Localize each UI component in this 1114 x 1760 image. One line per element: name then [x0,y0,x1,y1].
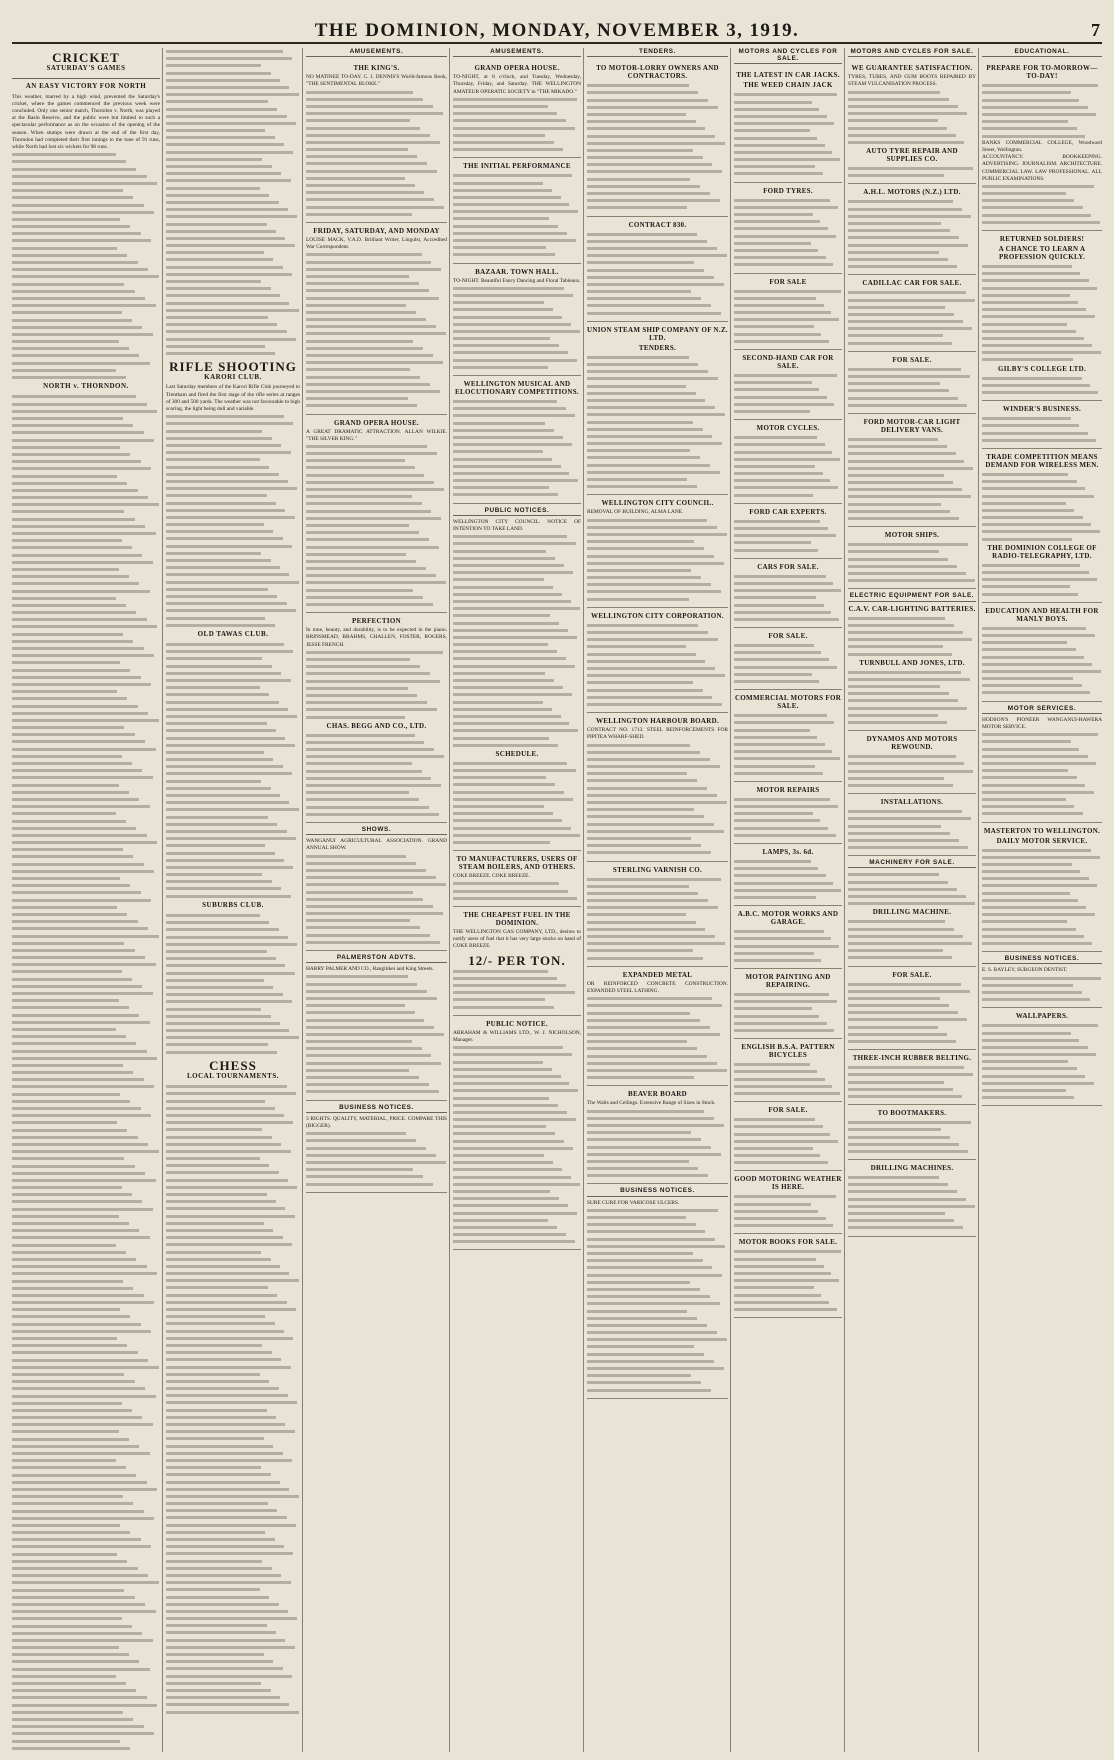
ad-text [982,731,1102,817]
section-header-amusements: AMUSEMENTS. [306,48,447,57]
ad-title: WELLINGTON CITY CORPORATION. [591,611,724,620]
ad-advertiser: THE DOMINION COLLEGE OF RADIO-TELEGRAPHY, LTD. [987,543,1097,560]
ad-text [734,372,842,415]
ad-title: GOOD MOTORING WEATHER IS HERE. [734,1175,842,1192]
ad-title: TO BOOTMAKERS. [877,1109,947,1118]
newspaper-title: THE DOMINION, MONDAY, NOVEMBER 3, 1919. [314,20,800,41]
ad-body: HARRY PALMER AND CO., Rangitikei and King Streets. [306,966,434,973]
ad-text [848,669,976,727]
ad-text [587,82,728,211]
ad-abc-motor-works [734,906,842,969]
ad-motor-lorry [587,60,728,216]
ad-ford-tyres [734,183,842,274]
ad-winders [982,401,1102,449]
ad-title: COMMERCIAL MOTORS FOR SALE. [734,694,842,711]
section-header-business-notices: BUSINESS NOTICES. [587,1187,728,1196]
section-header-electric: ELECTRIC EQUIPMENT FOR SALE. [848,592,976,601]
ad-vulcanising [848,60,976,184]
section-header-educational: EDUCATIONAL. [982,48,1102,57]
ad-text [453,172,581,258]
ad-text [587,517,728,603]
ad-gas-company [453,907,581,1016]
ad-text [453,398,581,499]
ad-text [453,285,581,371]
ad-ford-car-experts [734,504,842,559]
ad-text [734,288,842,346]
ad-text [848,871,976,907]
ad-body: In tone, beauty, and durability, is to be expected in the piano. BRINSMEAD, BRAHMS, CHALLEN, FOSTER, ROGERS, JESSE FRENCH. [306,627,447,648]
ad-text [982,183,1102,226]
ad-text [734,1061,842,1097]
club-headline-karori: KARORI CLUB. [204,373,262,382]
ad-wireless-men [982,449,1102,603]
ad-bootmakers [848,1105,976,1160]
ad-text [848,981,976,1046]
masthead [12,20,1102,44]
ad-bsa-bicycles [734,1039,842,1102]
ad-text [982,625,1102,697]
column-motors-1 [730,48,842,1752]
ad-title: BAZAAR. TOWN HALL. [475,267,559,276]
column-amusements-2 [449,48,581,1752]
ad-text [982,471,1102,543]
ad-pianos [306,613,447,823]
ad-for-sale [848,352,976,414]
ad-rubber-belting [848,1050,976,1105]
ad-title: PREPARE FOR TO-MORROW—TO-DAY! [986,64,1098,81]
column-educational [978,48,1102,1752]
ad-title: WELLINGTON MUSICAL AND ELOCUTIONARY COMPETITIONS. [455,380,579,397]
ad-text [848,366,976,409]
ad-text [734,1116,842,1166]
old-tawas-scores [166,641,300,900]
ad-sterling-varnish [587,862,728,967]
ad-title: SECOND-HAND CAR FOR SALE. [742,354,834,371]
ad-body: OR REINFORCED CONCRETE CONSTRUCTION. EXPANDED STEEL LATHING. [587,980,728,994]
ad-text [734,1248,842,1313]
ad-title: BEAVER BOARD [628,1090,687,1099]
ad-text [306,89,447,218]
ad-title: THREE-INCH RUBBER BELTING. [852,1054,972,1063]
ad-title: TO MOTOR-LORRY OWNERS AND CONTRACTORS. [596,64,719,81]
ad-body: REMOVAL OF BUILDING, ALMA LANE. [587,509,684,516]
ad-text [848,165,976,179]
ad-ford-delivery-vans [848,414,976,527]
column-amusements-1 [302,48,447,1752]
ad-text [734,928,842,964]
ad-text [587,622,728,708]
ad-text [734,573,842,623]
ad-lamps [734,844,842,906]
ad-for-sale-3 [734,1102,842,1171]
ad-motor-ships [848,527,976,589]
ad-text [587,1108,728,1180]
ad-body: SURE CURE FOR VARICOSE ULCERS. [587,1199,680,1206]
section-header-public-notices: PUBLIC NOTICES. [453,507,581,516]
ad-kings-theatre [306,60,447,223]
ad-body: ABRAHAM & WILLIAMS LTD., W. J. NICHOLSON, Manager. [453,1029,581,1044]
section-header-motor-services: MOTOR SERVICES. [982,705,1102,714]
ad-text [848,89,976,147]
ad-title: MASTERTON TO WELLINGTON. [983,826,1101,835]
ad-title: CONTRACT 830. [628,220,687,229]
ad-text [982,847,1102,948]
ad-bazaar [453,264,581,376]
ad-title: GRAND OPERA HOUSE. [334,418,419,427]
ad-text [982,1022,1102,1101]
ad-title: CARS FOR SALE. [757,562,819,571]
ad-title: PUBLIC NOTICE. [486,1019,548,1028]
ad-title: WELLINGTON CITY COUNCIL. [601,499,714,508]
ad-text [848,753,976,789]
section-header-amusements: AMUSEMENTS. [453,48,581,57]
ad-motor-books [734,1234,842,1318]
ad-competitions [453,376,581,504]
ad-text [587,231,728,317]
ad-text [587,876,728,962]
ad-text [734,91,842,177]
ad-text [587,742,728,857]
ad-title: CADILLAC CAR FOR SALE. [862,279,962,288]
ad-motor-cycles [734,420,842,504]
scorecard-block [12,393,160,1751]
ad-title: FORD CAR EXPERTS. [749,507,827,516]
ad-manly-boys [982,603,1102,702]
ad-text [306,1130,447,1188]
ad-title: A.H.L. MOTORS (N.Z.) LTD. [863,188,961,197]
ad-title: WALLPAPERS. [1015,1012,1069,1021]
ad-text [982,975,1102,1004]
ad-text [848,436,976,522]
section-header-motors: MOTORS AND CYCLES FOR SALE. [848,48,976,57]
ad-body: E. S. BAYLEY, SURGEON DENTIST. [982,967,1068,974]
ad-text [982,82,1102,140]
subhead-saturdays-games: SATURDAY'S GAMES [46,64,126,73]
ad-body: NO MATINEE TO-DAY. C. J. DENNIS'S World-famous Book, "THE SENTIMENTAL BLOKE." [306,74,447,88]
ad-text [982,562,1102,598]
ad-public-notice-abraham [453,1016,581,1251]
ad-motor-services [982,702,1102,823]
ad-text [306,649,447,721]
ad-machinery [848,856,976,966]
story-body: This weather, marred by a high wind, prevented the Saturday's cricket, where the games commenced the previous week were concluded. Only one senior match, Thorndon v. North, was played at the Basin Reserve, and the public were but limited to such a spectacular performance as on the occasion of the opening of the season. When stumps were drawn at the end of the first day, Thorndon had completed their first innings to the tune of 91 runs, while North had lost six wickets for 98 runs. [12,93,160,151]
ad-title: TRADE COMPETITION MEANS DEMAND FOR WIRELESS MEN. [985,452,1099,469]
ad-text [848,1064,976,1100]
ad-text [453,533,581,749]
section-header-shows: SHOWS. [306,826,447,835]
ad-title: WINDER'S BUSINESS. [1002,405,1082,414]
ad-title: C.A.V. CAR-LIGHTING BATTERIES. [848,604,976,613]
section-header-tenders: TENDERS. [587,48,728,57]
ad-body: TO-NIGHT, at 8 o'clock, and Tuesday, Wednesday, Thursday, Friday, and Saturday. THE WELLINGTON AMATEUR OPERATIC SOCIETY in "THE MIKADO." [453,74,581,95]
ad-body: LOUISE MACK, V.A.D. Brilliant Writer, Lingulst, Accredited War Correspondent. [306,236,447,251]
ad-advertiser: AUTO TYRE REPAIR AND SUPPLIES CO. [866,147,958,164]
ad-title: MOTOR BOOKS FOR SALE. [738,1238,838,1247]
ad-text [453,968,581,1011]
ad-body: TO-NIGHT. Beautiful Fancy Dancing and Floral Tableaux. [453,277,581,284]
ad-advertiser: CHAS. BEGG AND CO., LTD. [326,721,427,730]
chess-subhead: LOCAL TOURNAMENTS. [187,1072,279,1081]
ad-text [734,518,842,554]
ad-subtitle: TENDERS. [638,343,677,352]
ad-title: DYNAMOS AND MOTORS REWOUND. [866,735,958,752]
course-list: ACCOUNTANCY. BOOKKEEPING. ADVERTISING. JOURNALISM. ARCHITECTURE. COMMERCIAL LAW. LAW PROFESSIONAL. ALL PUBLIC EXAMINATIONS. [982,154,1102,182]
ad-text [848,198,976,270]
ad-body: TYRES, TUBES, AND GUM BOOTS REPAIRED BY STEAM VULCANISATION PROCESS. [848,74,976,88]
ad-title: ENGLISH B.S.A. PATTERN BICYCLES [741,1043,835,1060]
ad-title: EXPANDED METAL [622,970,693,979]
ad-subtitle: A CHANCE TO LEARN A PROFESSION QUICKLY. [998,245,1086,262]
section-header-business-notices: BUSINESS NOTICES. [306,1104,447,1113]
ad-returned-soldiers [982,231,1102,401]
ad-title: FOR SALE. [768,1106,808,1115]
ad-motor-repairs [734,782,842,844]
section-header-palmerston: PALMERSTON ADVTS. [306,954,447,963]
ad-text [982,263,1102,364]
ad-text [306,973,447,1095]
club-headline-old-tawas: OLD TAWAS CLUB. [197,629,269,638]
ad-union-steam-ship [587,322,728,496]
body-text-block [12,151,160,381]
ad-coke-breeze [453,851,581,907]
ad-text [848,918,976,961]
ad-ahl-motors [848,184,976,275]
ad-text [982,415,1102,444]
ad-initial-performance [453,158,581,263]
page-number: 7 [1091,20,1100,40]
ad-title: PERFECTION [352,617,401,626]
story-headline: AN EASY VICTORY FOR NORTH [25,82,147,91]
ad-title: MOTOR CYCLES. [756,424,820,433]
divider [12,78,160,79]
ad-title: THE INITIAL PERFORMANCE [463,162,571,171]
ad-electric-equipment [848,589,976,731]
ad-title: THE CHEAPEST FUEL IN THE DOMINION. [463,910,571,927]
ad-title: THE KING'S. [353,64,400,73]
ad-harbour-board [587,713,728,861]
ad-title: MOTOR PAINTING AND REPAIRING. [745,973,831,990]
ad-title: INSTALLATIONS. [880,798,944,807]
ad-banks-college [982,60,1102,231]
ad-title: FOR SALE. [768,632,808,641]
ad-title: EDUCATION AND HEALTH FOR MANLY BOYS. [985,606,1099,623]
ad-dentist [982,952,1102,1008]
ad-title: MOTOR REPAIRS [756,785,820,794]
ad-text [848,808,976,851]
ad-text [848,615,976,658]
ad-city-corporation [587,608,728,713]
ad-shows [306,823,447,951]
ad-text [453,96,581,154]
column-cricket [12,48,160,1752]
ad-text [734,796,842,839]
ad-text [306,853,447,946]
ad-palmerston [306,951,447,1101]
club-headline-suburbs: SUBURBS CLUB. [202,900,264,909]
ad-text [734,642,842,685]
ad-title: MOTOR SHIPS. [884,531,940,540]
ad-title: FOR SALE. [892,970,932,979]
ad-title: THE LATEST IN CAR JACKS. [736,71,840,80]
ad-title: TO MANUFACTURERS, USERS OF STEAM BOILERS, AND OTHERS. [456,855,578,872]
ad-city-council [587,495,728,607]
ad-business-notices [306,1101,447,1193]
ad-text [848,289,976,347]
ad-text [306,443,447,608]
ad-contract-830 [587,217,728,322]
ad-body: THE WELLINGTON GAS COMPANY, LTD., desires to notify users of fuel that it has very large stocks on hand of COKE BREEZE. [453,928,581,950]
ad-subtitle: THE WEED CHAIN JACK [743,81,833,90]
rifle-story-body: Last Saturday members of the Karori Rifle Club journeyed to Trentham and fired the first stage of the rifle series at ranges of 300 and 500 yards. The weather was not favourable to high scoring, the light being dull and variable. [166,384,300,413]
ad-cars-for-sale [734,559,842,628]
column-motors-2 [844,48,976,1752]
ad-text [848,541,976,584]
ad-text [982,375,1102,397]
ad-cadillac [848,275,976,352]
ad-public-notices [453,504,581,851]
ad-title: DRILLING MACHINES. [870,1164,954,1173]
ad-installations [848,794,976,856]
ad-title: UNION STEAM SHIP COMPANY OF N.Z. LTD. [587,325,728,342]
ad-title: STERLING VARNISH CO. [612,865,703,874]
ad-beaver-board [587,1086,728,1184]
ad-text [848,1174,976,1232]
ad-title: FRIDAY, SATURDAY, AND MONDAY [313,226,440,235]
ad-text [587,354,728,491]
ad-advertiser: GILBY'S COLLEGE LTD. [997,364,1087,373]
ad-title: WE GUARANTEE SATISFACTION. [851,64,973,73]
ad-body: 3 RIGHTS. QUALITY, MATERIAL, PRICE. COMPARE THIS (BIGGER). [306,1115,447,1130]
rifle-scores [166,413,300,629]
section-title-chess: CHESS [209,1057,257,1073]
ad-title: LAMPS, 3s. 6d. [762,848,814,857]
ad-text [734,712,842,777]
ad-text [306,251,447,409]
ad-text [734,858,842,901]
ad-for-sale-2 [734,628,842,690]
ad-motor-painting [734,969,842,1039]
ad-title: FORD MOTOR-CAR LIGHT DELIVERY VANS. [863,417,961,434]
ad-dynamos [848,731,976,794]
scorecard-headline: NORTH v. THORNDON. [43,382,129,391]
ad-body: A GREAT DRAMATIC ATTRACTION. ALLAN WILKIE. "THE SILVER KING." [306,428,447,442]
suburbs-scores [166,912,300,1056]
ad-mikado [453,60,581,158]
ad-body: The Walls and Ceilings. Extensive Range of Sizes in Stock. [587,1100,716,1107]
ad-title: GRAND OPERA HOUSE. [474,64,560,73]
ad-text [587,1207,728,1394]
ad-body: WANGANUI AGRICULTURAL ASSOCIATION. GRAND ANNUAL SHOW. [306,838,447,852]
section-title-rifle-shooting: RIFLE SHOOTING [169,359,297,375]
ad-title: RETURNED SOLDIERS! [999,235,1085,244]
ad-text [734,991,842,1034]
ad-commercial-motors [734,690,842,782]
ad-text [453,1044,581,1245]
ad-text [734,197,842,269]
ad-body: BANKS COMMERCIAL COLLEGE, Woodward Street, Wellington. [982,139,1102,153]
ad-title: FOR SALE [769,277,807,286]
ad-expanded-metal [587,967,728,1087]
ad-text [848,1119,976,1155]
ad-advertiser: TURNBULL AND JONES, LTD. [859,658,965,667]
ad-for-sale-machinery [848,967,976,1051]
section-header-business-notices: BUSINESS NOTICES. [982,955,1102,964]
ad-louise-mack [306,223,447,415]
coke-price: 12/- PER TON. [468,952,566,968]
ad-body: WELLINGTON CITY COUNCIL. NOTICE OF INTENTION TO TAKE LAND. [453,518,581,533]
ad-text [734,1193,842,1229]
ad-text [306,732,447,818]
ad-drilling-machines [848,1160,976,1237]
ad-body: HODSON'S PIONEER WANGANUI-HAWERA MOTOR SERVICE. [982,716,1102,731]
ad-wallpapers [982,1008,1102,1106]
ad-title: FOR SALE. [892,355,932,364]
continued-text [166,48,300,357]
ad-title: WELLINGTON HARBOUR BOARD. [595,717,720,726]
ad-subtitle: DAILY MOTOR SERVICE. [996,836,1088,845]
ad-car-jacks [734,67,842,182]
ad-second-hand-car [734,350,842,420]
section-title-cricket: CRICKET [52,50,120,65]
column-tenders [583,48,728,1752]
ad-for-sale [734,274,842,351]
chess-text [166,1083,300,1716]
columns [12,48,1102,1752]
ad-motoring-weather [734,1171,842,1234]
column-rifle-chess [162,48,300,1752]
ad-text [734,434,842,499]
ad-text [587,995,728,1081]
ad-body: CONTRACT NO. 1713. STEEL REINFORCEMENTS FOR PIPITEA WHARF-SHED. [587,727,728,741]
section-header-machinery: MACHINERY FOR SALE. [848,859,976,868]
ad-title: DRILLING MACHINE. [872,908,952,917]
ad-grand-opera-house [306,415,447,614]
ad-text [453,760,581,846]
ad-body: COKE BREEZE. COKE BREEZE. [453,873,530,880]
ad-schedule: SCHEDULE. [495,749,539,758]
ad-title: A.B.C. MOTOR WORKS AND GARAGE. [737,910,839,927]
section-header-motors: MOTORS AND CYCLES FOR SALE. [734,48,842,64]
ad-masterton [982,823,1102,953]
ad-text [453,880,581,902]
ad-title: FORD TYRES. [763,186,813,195]
ad-business-notices-varicose [587,1184,728,1398]
